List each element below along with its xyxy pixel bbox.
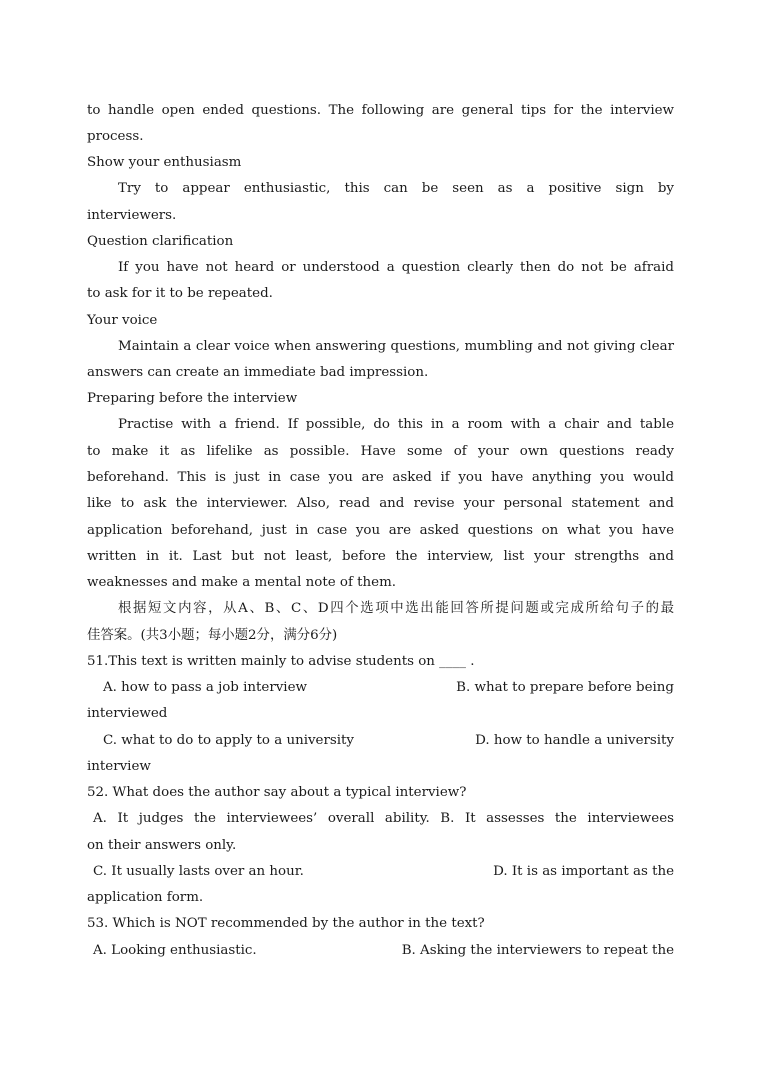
instruction-line: 根据短文内容，从A、B、C、D四个选项中选出能回答所提问题或完成所给句子的最 <box>118 601 674 616</box>
option-a: A. Looking enthusiastic. <box>93 943 257 958</box>
instruction-line: 佳答案。(共3小题；每小题2分，满分6分) <box>87 628 338 643</box>
paragraph-line: interviewers. <box>87 208 177 223</box>
section-heading: Preparing before the interview <box>87 391 298 406</box>
option-b: B. what to prepare before being <box>456 680 674 695</box>
option-d: D. how to handle a university <box>475 733 674 748</box>
section-heading: Your voice <box>87 313 158 328</box>
option-row <box>93 863 674 881</box>
intro-line: process. <box>87 129 144 144</box>
option-b: B. Asking the interviewers to repeat the <box>401 943 674 958</box>
paragraph-line: beforehand. This is just in case you are asked if you have anything you would <box>87 470 674 485</box>
option-c: C. It usually lasts over an hour. <box>93 864 304 879</box>
option-row <box>103 679 674 697</box>
option-continuation: interviewed <box>87 706 168 721</box>
option-row <box>103 732 674 750</box>
paragraph-line: application beforehand, just in case you are asked questions on what you have <box>87 523 674 538</box>
option-d: D. It is as important as the <box>493 864 674 879</box>
intro-line: to handle open ended questions. The following are general tips for the interview <box>87 103 674 118</box>
paragraph-line: weaknesses and make a mental note of them. <box>87 575 397 590</box>
option-a: A. how to pass a job interview <box>103 680 307 695</box>
paragraph-line: to make it as lifelike as possible. Have some of your own questions ready <box>87 444 674 459</box>
option-continuation: application form. <box>87 890 204 905</box>
option-continuation: on their answers only. <box>87 838 237 853</box>
option-row <box>93 942 674 960</box>
option-continuation: interview <box>87 759 151 774</box>
question-stem: 51.This text is written mainly to advise students on ____ . <box>87 654 475 669</box>
question-stem: 52. What does the author say about a typical interview? <box>87 785 467 800</box>
paragraph-line: If you have not heard or understood a question clearly then do not be afraid <box>118 260 674 275</box>
paragraph-line: Maintain a clear voice when answering questions, mumbling and not giving clear <box>118 339 674 354</box>
option-c: C. what to do to apply to a university <box>103 733 354 748</box>
section-heading: Question clarification <box>87 234 234 249</box>
paragraph-line: answers can create an immediate bad impression. <box>87 365 429 380</box>
paragraph-line: Try to appear enthusiastic, this can be seen as a positive sign by <box>118 181 674 196</box>
question-stem: 53. Which is NOT recommended by the author in the text? <box>87 916 485 931</box>
option-row: A. It judges the interviewees’ overall ability. B. It assesses the interviewees <box>93 811 674 826</box>
paragraph-line: like to ask the interviewer. Also, read and revise your personal statement and <box>87 496 674 511</box>
paragraph-line: to ask for it to be repeated. <box>87 286 273 301</box>
section-heading: Show your enthusiasm <box>87 155 242 170</box>
paragraph-line: written in it. Last but not least, before the interview, list your strengths and <box>87 549 674 564</box>
paragraph-line: Practise with a friend. If possible, do this in a room with a chair and table <box>118 417 674 432</box>
